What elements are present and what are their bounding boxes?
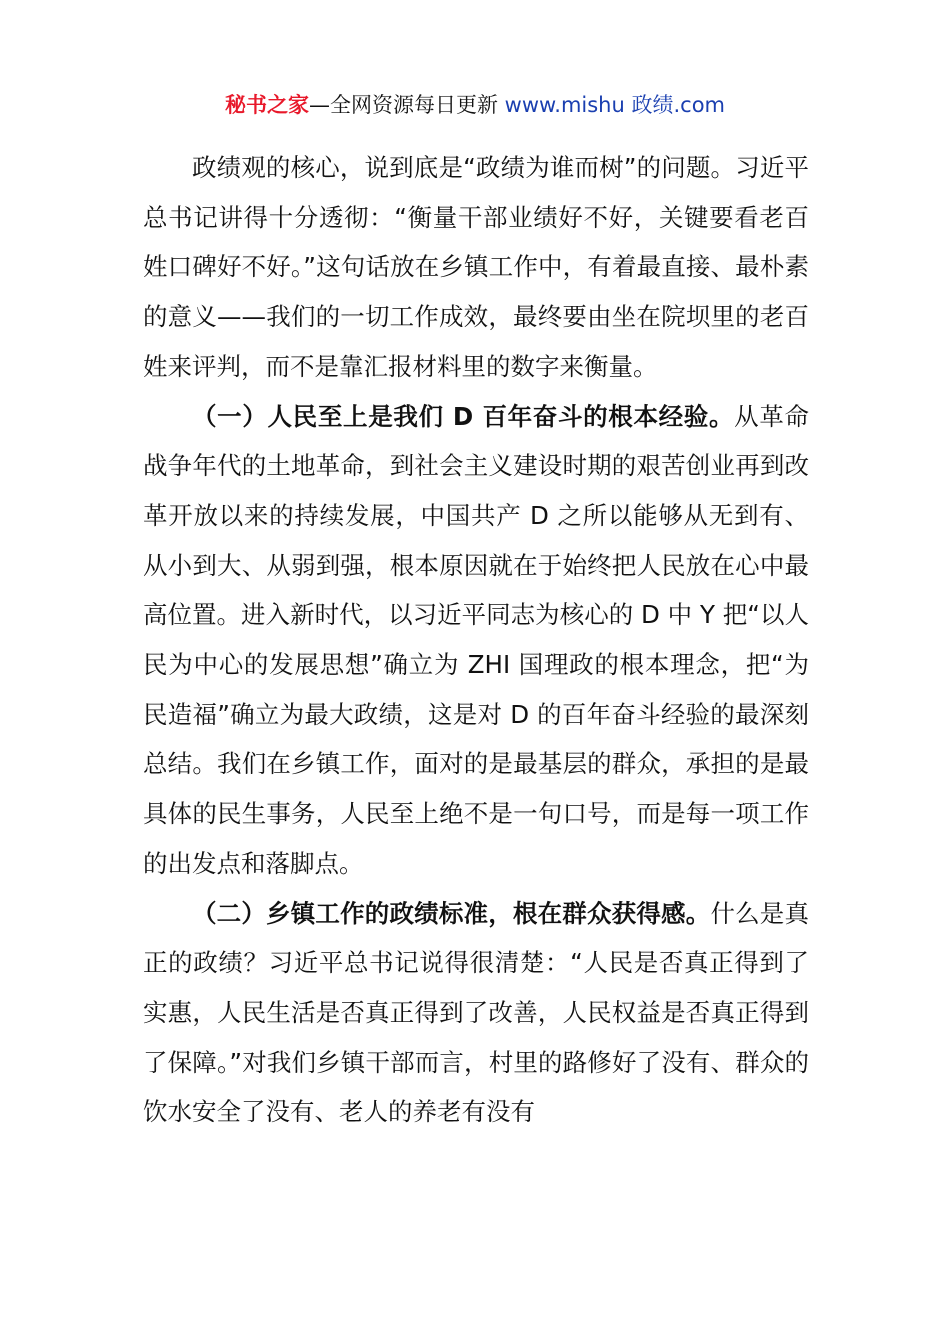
paragraph xyxy=(143,392,809,889)
paragraph-text: 什么是真正的政绩？习近平总书记说得很清楚：“人民是否真正得到了实惠，人民生活是否真正得到了改善，人民权益是否真正得到了保障。”对我们乡镇干部而言，村里的路修好了没有、群众的饮水安全了没有、老人的养老有没有 xyxy=(143,898,809,1127)
paragraph xyxy=(143,889,809,1138)
paragraph xyxy=(143,143,809,392)
page-header xyxy=(0,88,950,122)
paragraph-lead: （二）乡镇工作的政绩标准，根在群众获得感。 xyxy=(192,898,711,928)
paragraph-text: 政绩观的核心，说到底是“政绩为谁而树”的问题。习近平总书记讲得十分透彻：“衡量干部业绩好不好，关键要看老百姓口碑好不好。”这句话放在乡镇工作中，有着最直接、最朴素的意义——我们的一切工作成效，最终要由坐在院坝里的老百姓来评判，而不是靠汇报材料里的数字来衡量。 xyxy=(143,153,809,381)
header-brand: 秘书之家 xyxy=(224,93,309,117)
paragraph-lead: （一）人民至上是我们 D 百年奋斗的根本经验。 xyxy=(192,401,735,431)
paragraph-text: 从革命战争年代的土地革命，到社会主义建设时期的艰苦创业再到改革开放以来的持续发展，中国共产 D 之所以能够从无到有、从小到大、从弱到强，根本原因就在于始终把人民放在心中最高位置。进入新时代，以习近平同志为核心的 D 中 Y 把“以人民为中心的发展思想”确立为 ZHI 国理政的根本理念，把“为民造福”确立为最大政绩，这是对 D 的百年奋斗经验的最深刻总结。我们在乡镇工作，面对的是最基层的群众，承担的是最具体的民生事务，人民至上绝不是一句口号，而是每一项工作的出发点和落脚点。 xyxy=(143,401,809,878)
document-body xyxy=(143,143,809,1137)
header-tagline: —全网资源每日更新 xyxy=(308,93,505,117)
header-site-url: www.mishu 政绩.com xyxy=(504,93,725,117)
